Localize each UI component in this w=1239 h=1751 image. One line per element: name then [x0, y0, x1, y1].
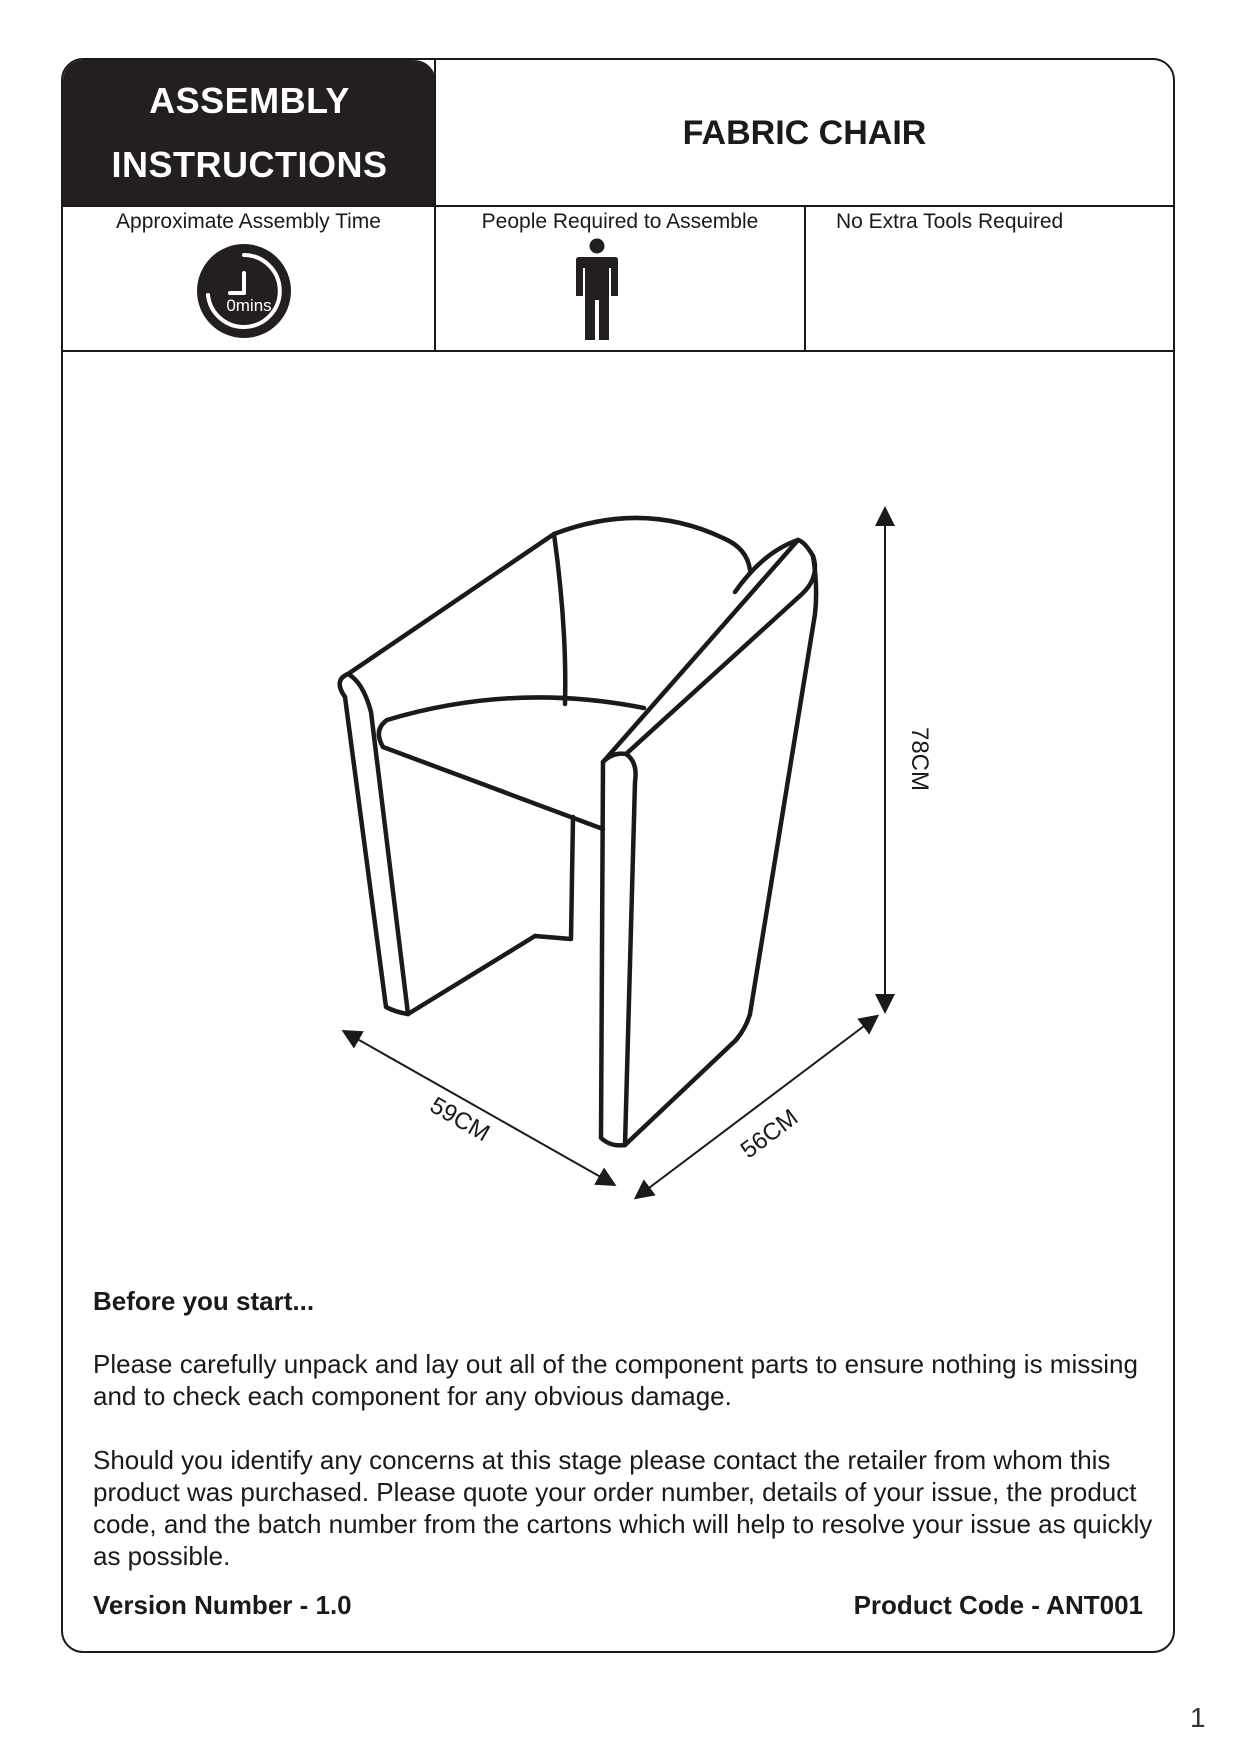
- divider-col-2: [804, 205, 806, 352]
- chair-outline: [340, 518, 816, 1148]
- divider-col-1: [434, 60, 436, 352]
- width-arrow: [345, 1032, 613, 1184]
- person-icon: [575, 238, 619, 342]
- instruction-frame: [61, 58, 1175, 1653]
- header-line-1: ASSEMBLY: [149, 80, 350, 121]
- product-title: FABRIC CHAIR: [682, 113, 927, 152]
- assembly-instructions-header: [63, 60, 436, 206]
- unpack-paragraph: Please carefully unpack and lay out all of the component parts to ensure nothing is missing and to check each component for any obvious damage.: [93, 1349, 1138, 1411]
- width-label: 59CM: [425, 1091, 495, 1148]
- clock-icon: [196, 243, 292, 339]
- divider-header: [63, 205, 1173, 207]
- version-number: Version Number - 1.0: [93, 1590, 352, 1620]
- people-required-label: People Required to Assemble: [481, 210, 759, 233]
- height-label: 78CM: [906, 726, 933, 792]
- contact-retailer-paragraph: Should you identify any concerns at this stage please contact the retailer from whom this product was purchased. Please quote your order number, details of your issue, the product code, and the batch number from the cartons which will help to resolve your issue as quickly as possible.: [93, 1445, 1153, 1571]
- clock-time-text: 0mins: [226, 296, 272, 315]
- before-you-start-heading: Before you start...: [93, 1286, 315, 1316]
- tools-required-label: No Extra Tools Required: [836, 210, 1064, 233]
- chair-dimension-drawing: [63, 352, 1173, 1212]
- depth-arrow: [637, 1017, 876, 1197]
- depth-label: 56CM: [735, 1103, 804, 1165]
- header-line-2: INSTRUCTIONS: [111, 144, 388, 185]
- dimension-arrows: [345, 510, 885, 1197]
- product-code: Product Code - ANT001: [853, 1590, 1143, 1620]
- assembly-time-label: Approximate Assembly Time: [116, 210, 381, 233]
- page-number: 1: [1190, 1702, 1206, 1733]
